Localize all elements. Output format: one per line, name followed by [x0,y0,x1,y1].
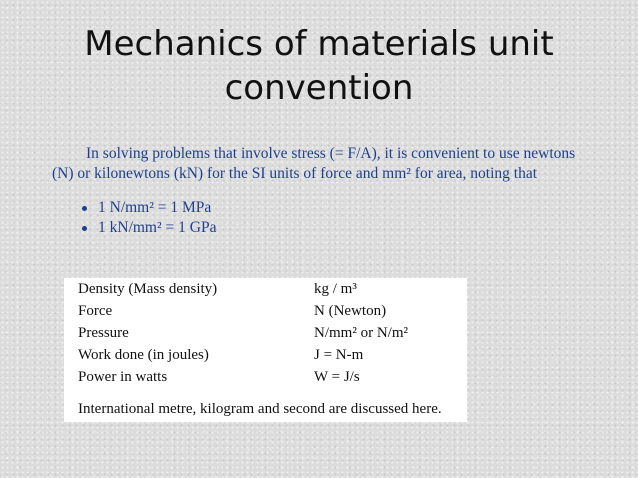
table-row [78,300,463,322]
bullet-gpa: 1 kN/mm² = 1 GPa [80,218,216,238]
quantity-cell: Density (Mass density) [78,281,218,297]
table-row [78,278,463,300]
unit-cell: J = N-m [314,347,364,363]
bullet-mpa: 1 N/mm² = 1 MPa [80,198,216,218]
quantity-cell: Force [78,303,113,319]
table-row [78,366,463,388]
unit-cell: N/mm² or N/m² [314,325,408,341]
slide-title-line-2: convention [224,68,414,108]
intro-line-1: In solving problems that involve stress (= F/A), it is convenient to use newtons [86,145,576,162]
table-note: International metre, kilogram and second are discussed here. [78,401,442,417]
table-row [78,344,463,366]
unit-cell: W = J/s [314,369,360,385]
intro-line-2: (N) or kilonewtons (kN) for the SI units of force and mm² for area, noting that [52,165,538,182]
equivalence-list [80,198,216,238]
slide-title-line-1: Mechanics of materials unit [84,24,554,64]
table-row [78,322,463,344]
intro-paragraph [52,144,622,184]
unit-cell: kg / m³ [314,281,357,297]
unit-table [64,278,467,422]
unit-cell: N (Newton) [314,303,387,319]
quantity-cell: Power in watts [78,369,168,385]
quantity-cell: Pressure [78,325,129,341]
slide-title [0,22,638,110]
quantity-cell: Work done (in joules) [78,347,209,363]
